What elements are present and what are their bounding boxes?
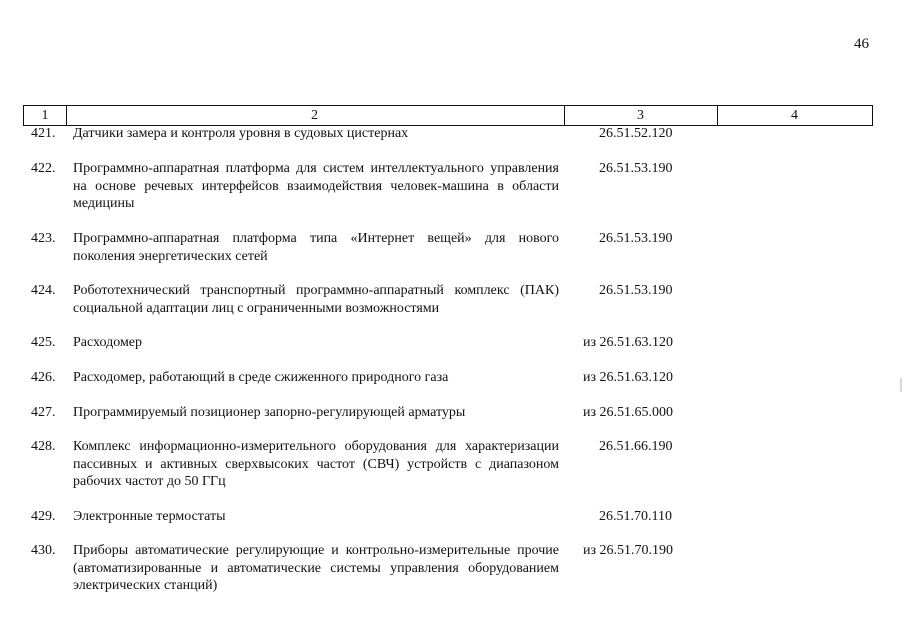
row-description: Датчики замера и контроля уровня в судовых цистернах bbox=[73, 126, 409, 141]
row-description: Электронные термостаты bbox=[73, 509, 226, 524]
row-number: 425. bbox=[31, 335, 56, 350]
row-number: 428. bbox=[31, 439, 56, 454]
row-code: 26.51.66.190 bbox=[599, 439, 673, 454]
row-code: из 26.51.63.120 bbox=[583, 370, 674, 385]
row-description: Расходомер, работающий в среде сжиженного природного газа bbox=[73, 370, 449, 385]
row-description: Программируемый позиционер запорно-регулирующей арматуры bbox=[73, 405, 466, 420]
row-number: 429. bbox=[31, 509, 56, 524]
header-col-1: 1 bbox=[23, 105, 67, 126]
row-code: из 26.51.65.000 bbox=[583, 405, 674, 420]
page-number: 46 bbox=[854, 36, 869, 52]
header-col-4: 4 bbox=[717, 105, 873, 126]
row-code: 26.51.53.190 bbox=[599, 283, 673, 298]
row-number: 427. bbox=[31, 405, 56, 420]
row-code: 26.51.53.190 bbox=[599, 231, 673, 246]
row-description: Приборы автоматические регулирующие и контрольно-измерительные прочие (автоматизированные и автоматические системы управления оборудованием электрических станций) bbox=[73, 543, 559, 593]
row-number: 424. bbox=[31, 283, 56, 298]
row-code: из 26.51.63.120 bbox=[583, 335, 674, 350]
row-number: 422. bbox=[31, 161, 56, 176]
row-code: 26.51.53.190 bbox=[599, 161, 673, 176]
row-number: 423. bbox=[31, 231, 56, 246]
table-header bbox=[23, 105, 873, 126]
header-col-2: 2 bbox=[65, 105, 565, 126]
row-description: Программно-аппаратная платформа для систем интеллектуального управления на основе речевых интерфейсов взаимодействия человек-машина в области медицины bbox=[73, 161, 559, 211]
header-col-3: 3 bbox=[564, 105, 718, 126]
row-number: 421. bbox=[31, 126, 56, 141]
row-description: Расходомер bbox=[73, 335, 143, 350]
row-number: 430. bbox=[31, 543, 56, 558]
row-description: Робототехнический транспортный программно-аппаратный комплекс (ПАК) социальной адаптации лиц с ограниченными возможностями bbox=[73, 283, 559, 316]
row-description: Программно-аппаратная платформа типа «Интернет вещей» для нового поколения энергетических сетей bbox=[73, 231, 559, 264]
row-number: 426. bbox=[31, 370, 56, 385]
row-code: из 26.51.70.190 bbox=[583, 543, 674, 558]
row-code: 26.51.70.110 bbox=[599, 509, 672, 524]
row-code: 26.51.52.120 bbox=[599, 126, 673, 141]
row-description: Комплекс информационно-измерительного оборудования для характеризации пассивных и активных сверхвысоких частот (СВЧ) устройств с диапазоном рабочих частот до 50 ГГц bbox=[73, 439, 559, 489]
scan-edge-mark bbox=[900, 378, 902, 392]
